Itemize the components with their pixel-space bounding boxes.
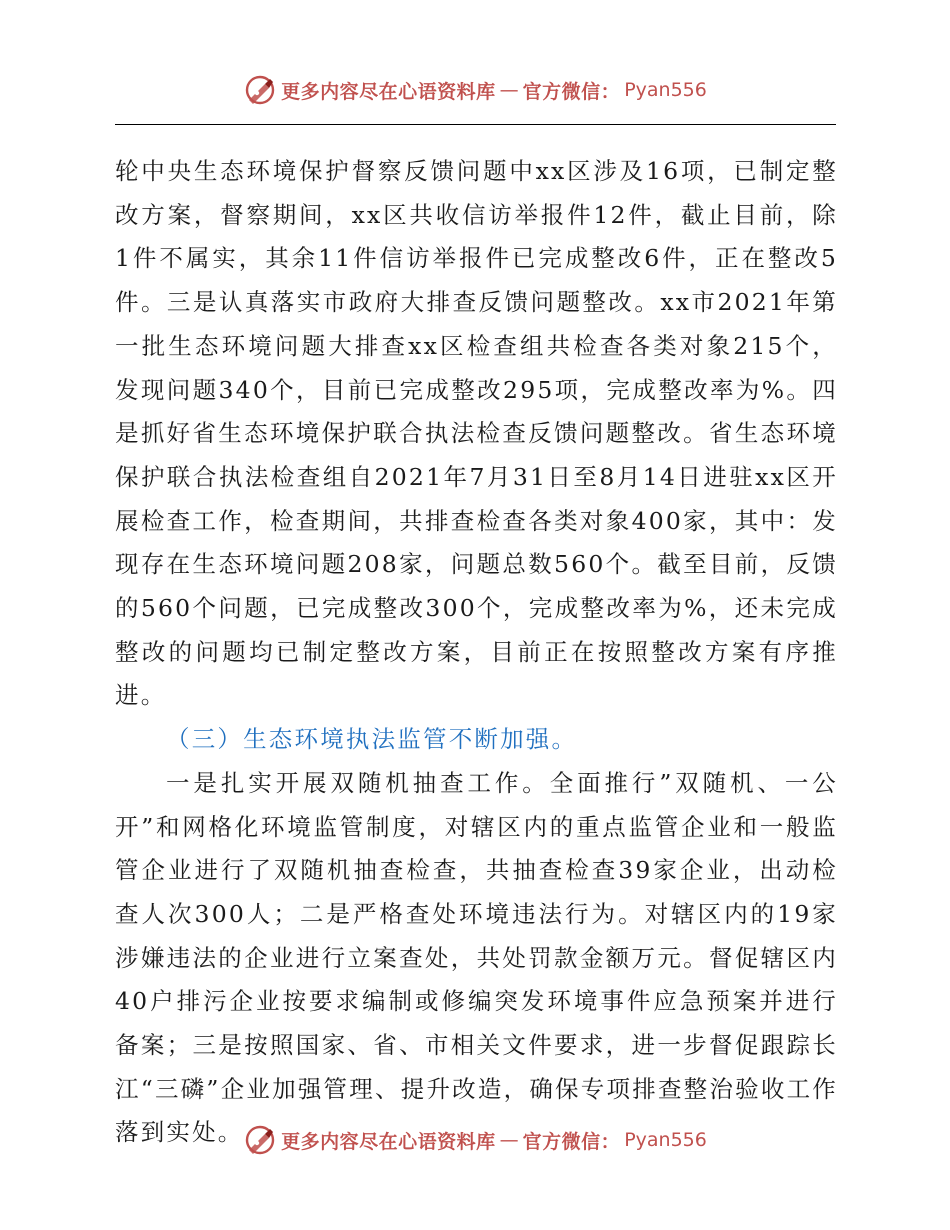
banner-wechat-id: Pyan556 <box>624 79 707 101</box>
body-paragraph-2: 一是扎实开展双随机抽查工作。全面推行”双随机、一公开”和网格化环境监管制度，对辖区内的重点监管企业和一般监管企业进行了双随机抽查检查，共抽查检查39家企业，出动检查人次300人；二是严格查处环境违法行为。对辖区内的19家涉嫌违法的企业进行立案查处，共处罚款金额万元。督促辖区内40户排污企业按要求编制或修编突发环境事件应急预案并进行备案；三是按照国家、省、市相关文件要求，进一步督促跟踪长江“三磷”企业加强管理、提升改造，确保专项排查整治验收工作落到实处。 <box>115 768 838 1147</box>
banner-wechat-label: 官方微信： <box>522 1130 621 1153</box>
header-banner <box>0 70 950 110</box>
document-body <box>115 150 838 1155</box>
banner-separator: — <box>499 1129 519 1151</box>
footer-banner <box>0 1120 950 1160</box>
banner-slogan: 更多内容尽在心语资料库 <box>281 80 496 103</box>
header-divider <box>115 124 836 125</box>
section-heading: （三）生态环境执法监管不断加强。 <box>166 725 578 754</box>
banner-separator: — <box>499 79 519 101</box>
pen-logo-icon <box>243 1123 277 1157</box>
banner-wechat-label: 官方微信： <box>522 80 621 103</box>
body-paragraph-1: 轮中央生态环境保护督察反馈问题中xx区涉及16项，已制定整改方案，督察期间，xx区共收信访举报件12件，截止目前，除1件不属实，其余11件信访举报件已完成整改6件，正在整改5件。三是认真落实市政府大排查反馈问题整改。xx市2021年第一批生态环境问题大排查xx区检查组共检查各类对象215个，发现问题340个，目前已完成整改295项，完成整改率为%。四是抓好省生态环境保护联合执法检查反馈问题整改。省生态环境保护联合执法检查组自2021年7月31日至8月14日进驻xx区开展检查工作，检查期间，共排查检查各类对象400家，其中：发现存在生态环境问题208家，问题总数560个。截至目前，反馈的560个问题，已完成整改300个，完成整改率为%，还未完成整改的问题均已制定整改方案，目前正在按照整改方案有序推进。 <box>115 157 838 710</box>
footer-banner-content <box>243 1123 707 1157</box>
pen-logo-icon <box>243 73 277 107</box>
banner-wechat-id: Pyan556 <box>624 1129 707 1151</box>
banner-slogan: 更多内容尽在心语资料库 <box>281 1130 496 1153</box>
header-banner-content <box>243 73 707 107</box>
